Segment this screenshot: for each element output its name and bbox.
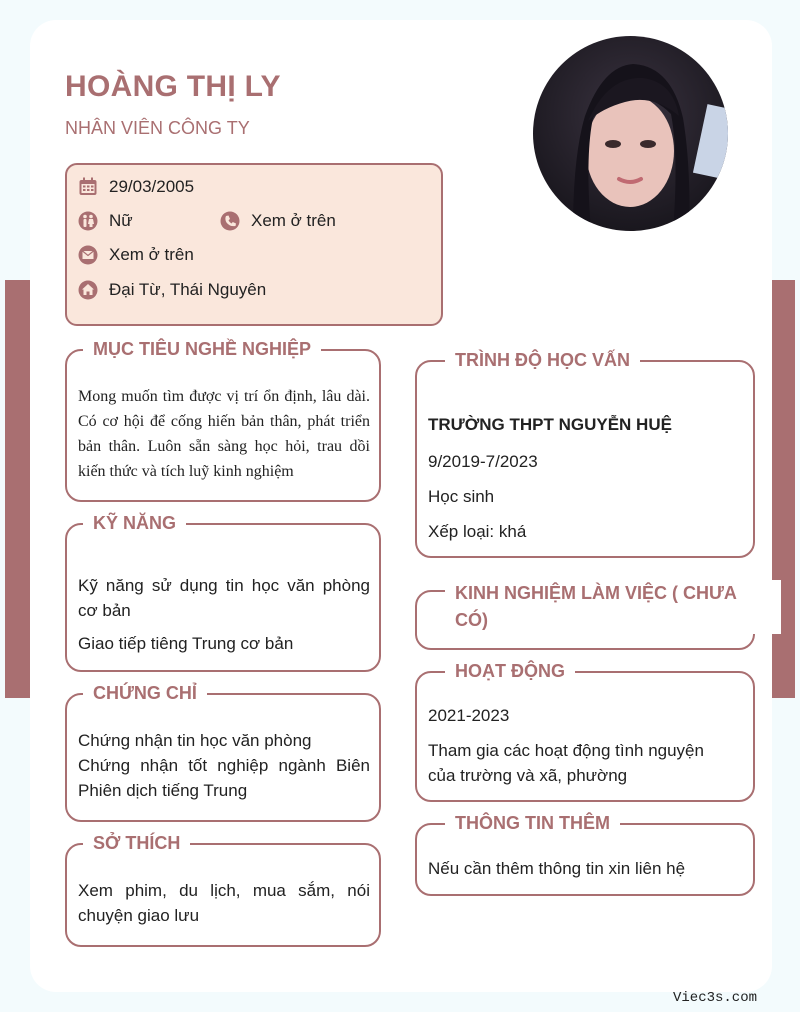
education-title: TRÌNH ĐỘ HỌC VẤN xyxy=(445,348,640,372)
candidate-position: NHÂN VIÊN CÔNG TY xyxy=(65,118,250,138)
hobbies-title: SỞ THÍCH xyxy=(83,831,190,855)
education-school: TRƯỜNG THPT NGUYỄN HUỆ xyxy=(428,415,672,434)
education-section xyxy=(415,350,755,558)
activities-period: 2021-2023 xyxy=(428,706,510,725)
avatar xyxy=(533,36,728,231)
skills-section xyxy=(65,513,381,672)
birthday-text: 29/03/2005 xyxy=(109,177,195,196)
experience-title: KINH NGHIỆM LÀM VIỆC ( CHƯA CÓ) xyxy=(445,580,781,634)
objective-text: Mong muốn tìm được vị trí ổn định, lâu dài. Có cơ hội để cống hiến bản thân, phát triển bản thân. Luôn sẵn sàng học hỏi, trau dồi kiến thức và tích luỹ kinh nghiệm xyxy=(78,388,370,480)
envelope-icon xyxy=(78,245,98,265)
gender-text: Nữ xyxy=(109,211,133,230)
contact-card xyxy=(65,163,443,326)
right-accent-band xyxy=(772,280,795,698)
contact-email xyxy=(78,245,194,265)
skill-item: Giao tiếp tiêng Trung cơ bản xyxy=(78,634,294,653)
skills-title: KỸ NĂNG xyxy=(83,511,186,535)
hobbies-text: Xem phim, du lịch, mua sắm, nói chuyện giao lưu xyxy=(78,881,370,925)
activities-text: Tham gia các hoạt động tình nguyện của trường và xã, phường xyxy=(428,741,704,785)
education-role: Học sinh xyxy=(428,487,495,506)
extra-info-section xyxy=(415,813,755,896)
contact-address xyxy=(78,280,266,300)
phone-text: Xem ở trên xyxy=(251,211,336,230)
email-text: Xem ở trên xyxy=(109,245,194,264)
objective-section xyxy=(65,339,381,502)
skill-item: Kỹ năng sử dụng tin học văn phòng cơ bản xyxy=(78,576,370,620)
calendar-icon xyxy=(78,177,98,197)
extra-info-text: Nếu cần thêm thông tin xin liên hệ xyxy=(428,859,686,878)
contact-phone xyxy=(220,211,336,231)
education-grade: Xếp loại: khá xyxy=(428,522,527,541)
address-text: Đại Từ, Thái Nguyên xyxy=(109,280,267,299)
avatar-photo xyxy=(533,36,728,231)
experience-section xyxy=(415,583,755,650)
certificates-title: CHỨNG CHỈ xyxy=(83,681,207,705)
activities-section xyxy=(415,661,755,802)
contact-gender xyxy=(78,211,133,231)
candidate-name: HOÀNG THỊ LY xyxy=(65,70,281,103)
education-period: 9/2019-7/2023 xyxy=(428,452,538,471)
certificates-section xyxy=(65,683,381,822)
phone-icon xyxy=(220,211,240,231)
gender-icon xyxy=(78,211,98,231)
watermark: Viec3s.com xyxy=(673,990,758,1006)
hobbies-section xyxy=(65,833,381,947)
home-icon xyxy=(78,280,98,300)
objective-title: MỤC TIÊU NGHỀ NGHIỆP xyxy=(83,337,321,361)
certificate-item: Chứng nhận tin học văn phòng xyxy=(78,731,312,750)
extra-info-title: THÔNG TIN THÊM xyxy=(445,811,620,835)
certificate-item: Chứng nhận tốt nghiệp ngành Biên Phiên dịch tiếng Trung xyxy=(78,756,370,800)
left-accent-band xyxy=(5,280,30,698)
activities-title: HOẠT ĐỘNG xyxy=(445,659,575,683)
contact-birthday xyxy=(78,177,194,197)
